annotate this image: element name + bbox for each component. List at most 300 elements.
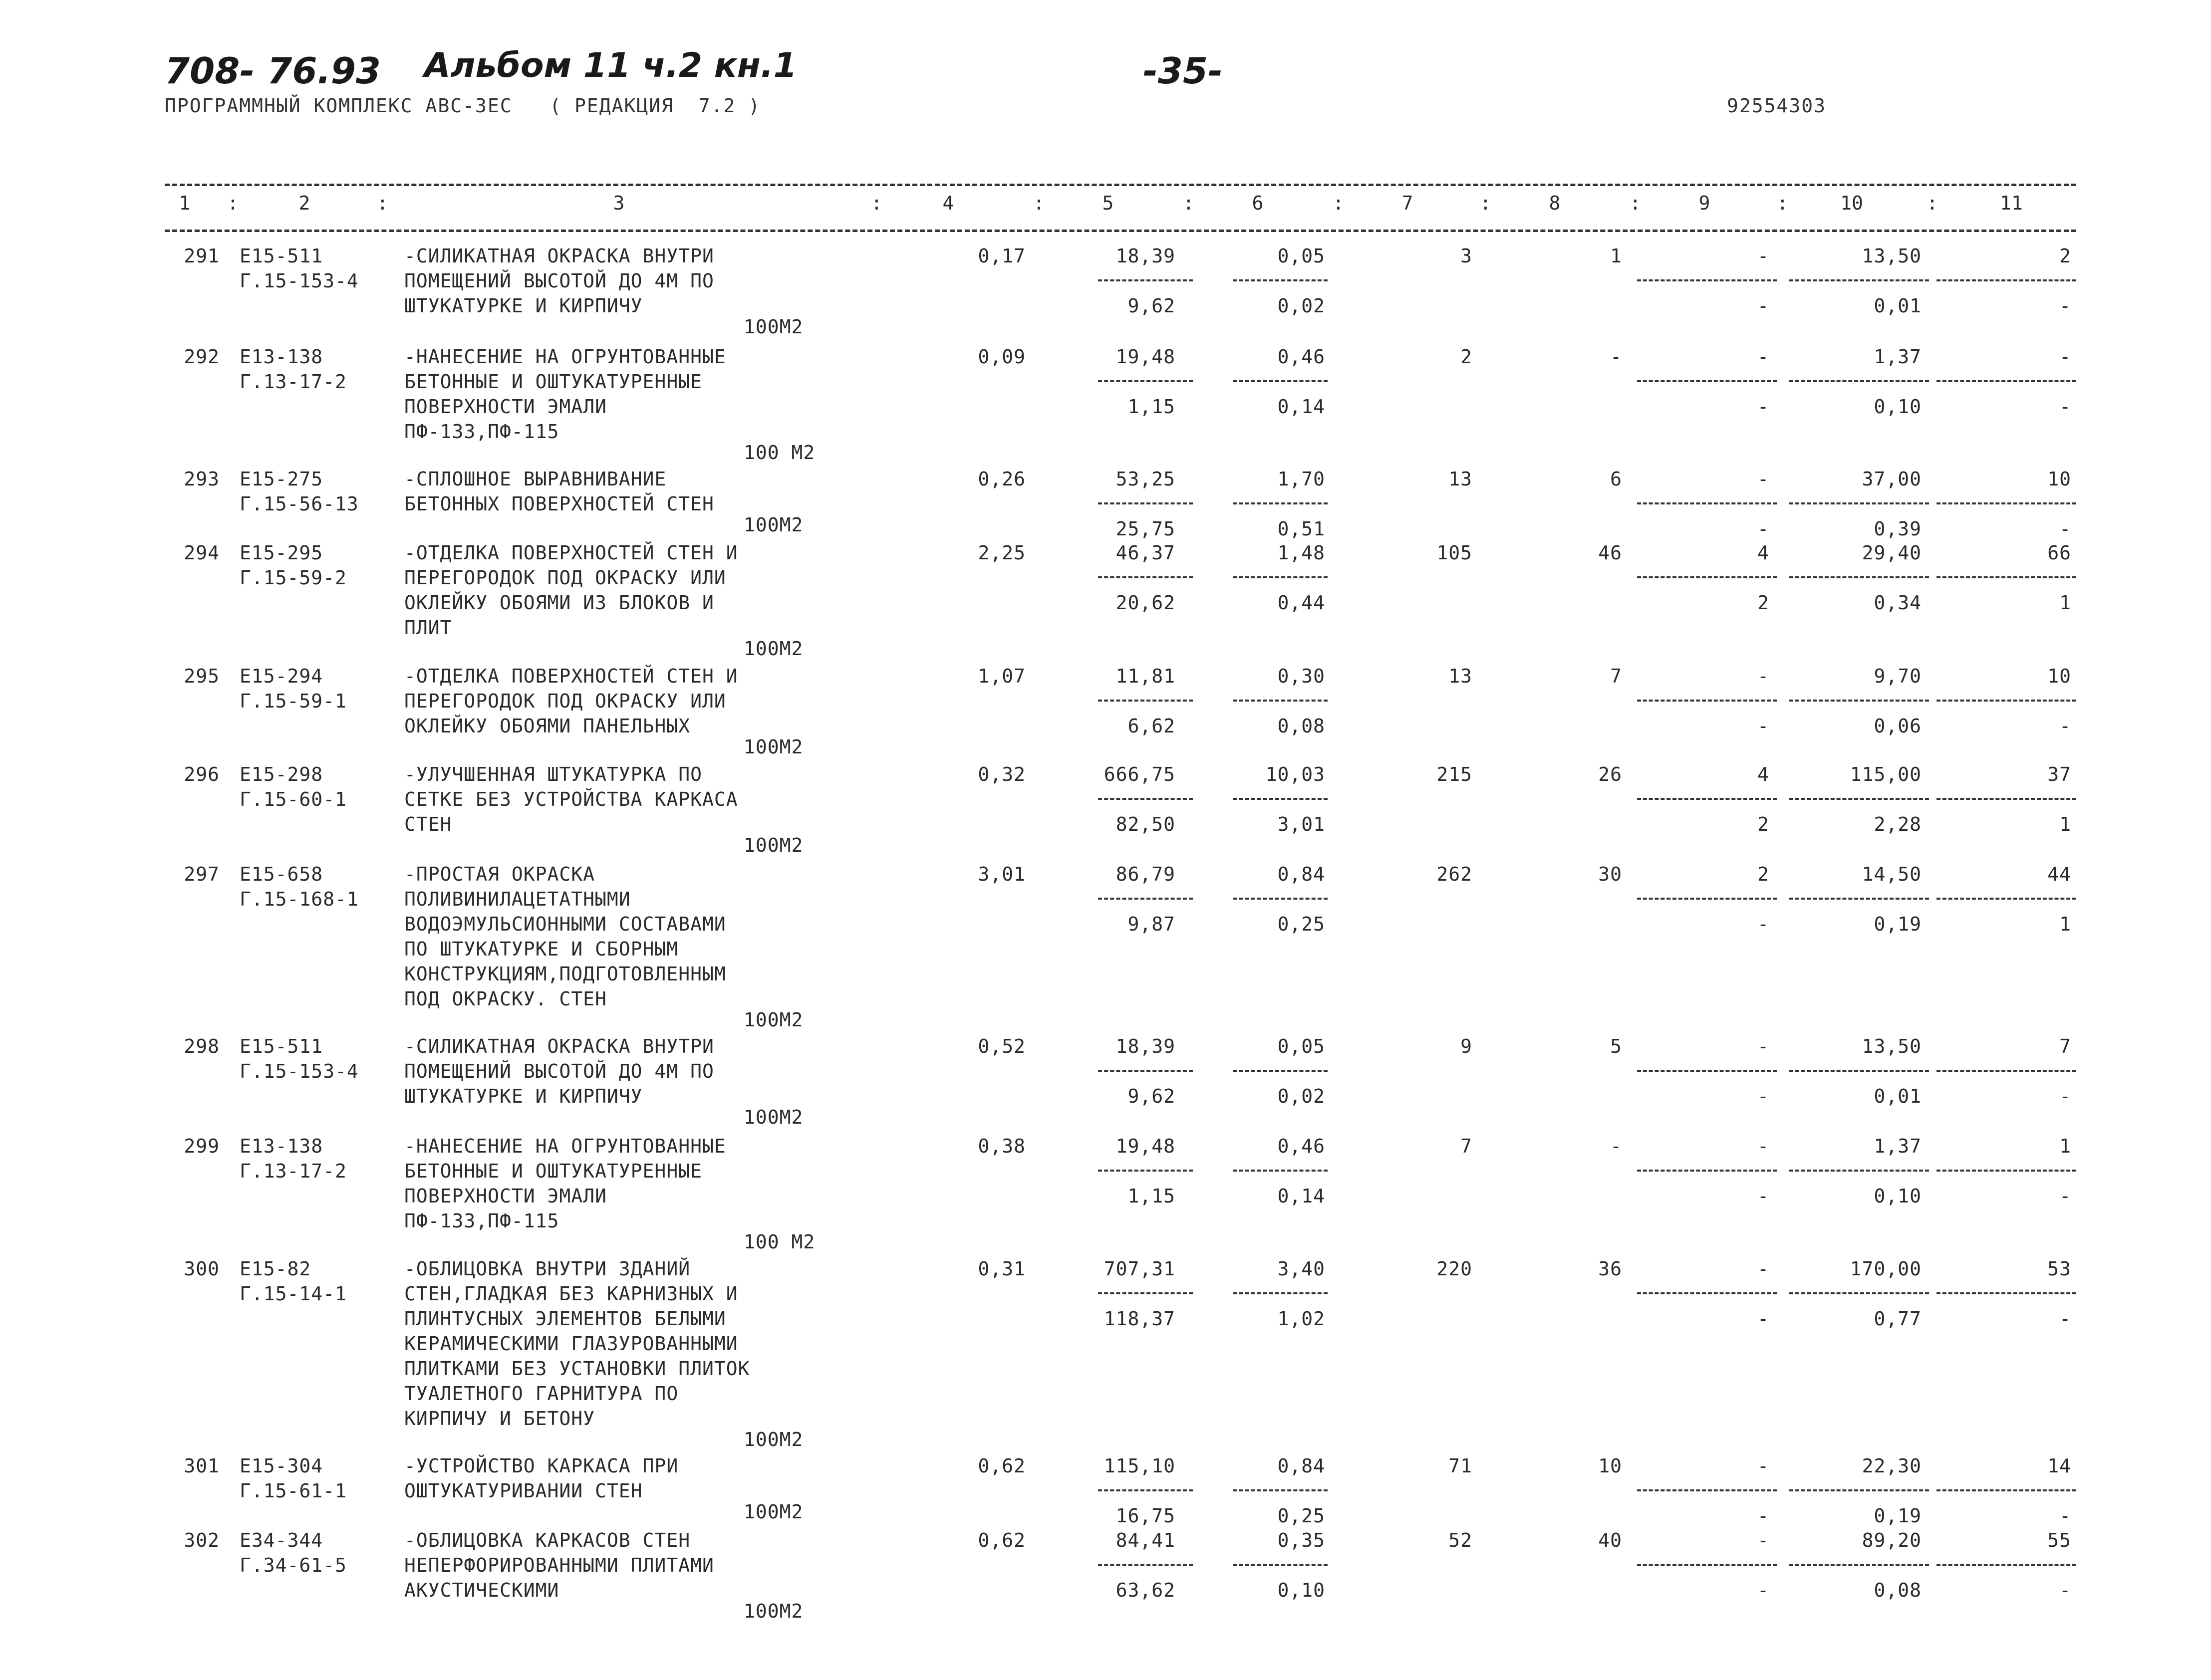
work-description-line: НЕПЕРФОРИРОВАННЫМИ ПЛИТАМИ [404, 1554, 714, 1576]
work-description-line: -ПРОСТАЯ ОКРАСКА [404, 863, 595, 885]
fraction-rule [1637, 1564, 1777, 1566]
cost-value: 46,37 [1115, 542, 1175, 564]
fraction-rule [1789, 1070, 1929, 1072]
col-header: 10 [1840, 192, 1863, 214]
fraction-rule [1936, 576, 2076, 578]
col9-value: - [1757, 1258, 1769, 1280]
col11-value-sub: - [2059, 1505, 2071, 1527]
col11-value: 66 [2047, 542, 2071, 564]
machine-cost-value-sub: 0,10 [1277, 1579, 1325, 1601]
fraction-rule [1936, 1489, 2076, 1491]
col9-value-sub: - [1757, 1308, 1769, 1330]
norm-code: Е15-295 [240, 542, 323, 564]
work-description-line: ТУАЛЕТНОГО ГАРНИТУРА ПО [404, 1383, 679, 1405]
doc-code: 708- 76.93 [165, 50, 381, 92]
col9-value: - [1757, 245, 1769, 267]
work-description-line: -НАНЕСЕНИЕ НА ОГРУНТОВАННЫЕ [404, 1135, 726, 1157]
machine-cost-value: 1,48 [1277, 542, 1325, 564]
col10-value: 1,37 [1874, 346, 1922, 368]
row-number: 301 [184, 1455, 220, 1477]
norm-reference: Г.15-168-1 [240, 888, 359, 910]
col9-value-sub: - [1757, 396, 1769, 418]
col9-value-sub: - [1757, 715, 1769, 737]
fraction-rule [1789, 1489, 1929, 1491]
fraction-rule [1789, 1564, 1929, 1566]
col9-value: - [1757, 468, 1769, 490]
col10-value: 115,00 [1850, 763, 1922, 785]
col9-value: - [1757, 665, 1769, 687]
norm-reference: Г.13-17-2 [240, 371, 347, 393]
col10-value-sub: 0,06 [1874, 715, 1922, 737]
row-number: 296 [184, 763, 220, 785]
fraction-rule [1098, 1292, 1193, 1294]
labor-value: 7 [1610, 665, 1622, 687]
work-description-line: ПОЛИВИНИЛАЦЕТАТНЫМИ [404, 888, 631, 910]
col10-value-sub: 0,77 [1874, 1308, 1922, 1330]
row-number: 291 [184, 245, 220, 267]
col10-value-sub: 0,08 [1874, 1579, 1922, 1601]
norm-code: Е13-138 [240, 346, 323, 368]
fraction-rule [1098, 502, 1193, 504]
cost-value-sub: 1,15 [1127, 396, 1175, 418]
norm-reference: Г.15-59-1 [240, 690, 347, 712]
cost-value: 18,39 [1115, 245, 1175, 267]
norm-code: Е34-344 [240, 1529, 323, 1551]
col11-value-sub: - [2059, 396, 2071, 418]
work-description-line: ПФ-133,ПФ-115 [404, 1210, 559, 1232]
work-description-line: -УЛУЧШЕННАЯ ШТУКАТУРКА ПО [404, 763, 702, 785]
work-description-line: ПЛИТКАМИ БЕЗ УСТАНОВКИ ПЛИТОК [404, 1358, 750, 1380]
cost-value-sub: 16,75 [1115, 1505, 1175, 1527]
quantity-value: 0,31 [978, 1258, 1026, 1280]
fraction-rule [1637, 1070, 1777, 1072]
machine-cost-value: 10,03 [1265, 763, 1325, 785]
norm-reference: Г.15-153-4 [240, 270, 359, 292]
work-description-line: -ОБЛИЦОВКА КАРКАСОВ СТЕН [404, 1529, 691, 1551]
total-value: 71 [1448, 1455, 1472, 1477]
cost-value: 86,79 [1115, 863, 1175, 885]
total-value: 13 [1448, 665, 1472, 687]
norm-reference: Г.15-60-1 [240, 788, 347, 810]
norm-reference: Г.15-14-1 [240, 1283, 347, 1305]
unit-of-measure: 100М2 [744, 316, 804, 338]
fraction-rule [1637, 380, 1777, 382]
col9-value-sub: 2 [1757, 813, 1769, 835]
col11-value: 10 [2047, 665, 2071, 687]
fraction-rule [1637, 502, 1777, 504]
col11-value-sub: 1 [2059, 913, 2071, 935]
work-description-line: -СИЛИКАТНАЯ ОКРАСКА ВНУТРИ [404, 245, 714, 267]
fraction-rule [1233, 576, 1328, 578]
col9-value-sub: 2 [1757, 592, 1769, 614]
norm-reference: Г.15-59-2 [240, 567, 347, 589]
work-description-line: СЕТКЕ БЕЗ УСТРОЙСТВА КАРКАСА [404, 788, 738, 810]
fraction-rule [1233, 1292, 1328, 1294]
col10-value-sub: 0,10 [1874, 396, 1922, 418]
machine-cost-value: 0,05 [1277, 1035, 1325, 1057]
work-description-line: -ОБЛИЦОВКА ВНУТРИ ЗДАНИЙ [404, 1258, 691, 1280]
col11-value-sub: - [2059, 1085, 2071, 1107]
machine-cost-value-sub: 0,08 [1277, 715, 1325, 737]
col10-value: 170,00 [1850, 1258, 1922, 1280]
unit-of-measure: 100 М2 [744, 1231, 816, 1253]
norm-code: Е15-658 [240, 863, 323, 885]
row-number: 297 [184, 863, 220, 885]
work-description-line: ПОД ОКРАСКУ. СТЕН [404, 988, 607, 1010]
col11-value-sub: - [2059, 295, 2071, 317]
col11-value: 14 [2047, 1455, 2071, 1477]
fraction-rule [1098, 798, 1193, 800]
labor-value: 36 [1598, 1258, 1622, 1280]
fraction-rule [1233, 1070, 1328, 1072]
fraction-rule [1789, 700, 1929, 702]
labor-value: - [1610, 1135, 1622, 1157]
col10-value-sub: 0,10 [1874, 1185, 1922, 1207]
work-description-line: ОШТУКАТУРИВАНИИ СТЕН [404, 1480, 643, 1502]
work-description-line: АКУСТИЧЕСКИМИ [404, 1579, 559, 1601]
col11-value-sub: 1 [2059, 813, 2071, 835]
work-description-line: БЕТОННЫХ ПОВЕРХНОСТЕЙ СТЕН [404, 493, 714, 515]
fraction-rule [1233, 1489, 1328, 1491]
cost-value-sub: 6,62 [1127, 715, 1175, 737]
fraction-rule [1936, 1564, 2076, 1566]
unit-of-measure: 100М2 [744, 1501, 804, 1523]
unit-of-measure: 100М2 [744, 514, 804, 536]
work-description-line: БЕТОННЫЕ И ОШТУКАТУРЕННЫЕ [404, 371, 702, 393]
total-value: 262 [1436, 863, 1472, 885]
total-value: 2 [1460, 346, 1472, 368]
work-description-line: СТЕН [404, 813, 452, 835]
col-separator: : [1183, 192, 1194, 214]
col10-value: 14,50 [1862, 863, 1922, 885]
col10-value: 13,50 [1862, 1035, 1922, 1057]
fraction-rule [1936, 1170, 2076, 1172]
total-value: 105 [1436, 542, 1472, 564]
col9-value: - [1757, 1455, 1769, 1477]
machine-cost-value: 0,84 [1277, 863, 1325, 885]
fraction-rule [1637, 576, 1777, 578]
machine-cost-value-sub: 0,02 [1277, 295, 1325, 317]
norm-code: Е15-511 [240, 1035, 323, 1057]
fraction-rule [1936, 1292, 2076, 1294]
fraction-rule [1789, 1292, 1929, 1294]
work-description-line: ОКЛЕЙКУ ОБОЯМИ ПАНЕЛЬНЫХ [404, 715, 691, 737]
row-number: 294 [184, 542, 220, 564]
fraction-rule [1637, 898, 1777, 900]
work-description-line: СТЕН,ГЛАДКАЯ БЕЗ КАРНИЗНЫХ И [404, 1283, 738, 1305]
col10-value-sub: 0,01 [1874, 1085, 1922, 1107]
col9-value-sub: - [1757, 1579, 1769, 1601]
cost-value: 666,75 [1104, 763, 1175, 785]
work-description-line: КОНСТРУКЦИЯМ,ПОДГОТОВЛЕННЫМ [404, 963, 726, 985]
unit-of-measure: 100М2 [744, 834, 804, 856]
fraction-rule [1637, 279, 1777, 281]
work-description-line: -СПЛОШНОЕ ВЫРАВНИВАНИЕ [404, 468, 667, 490]
col11-value: 37 [2047, 763, 2071, 785]
norm-code: Е15-294 [240, 665, 323, 687]
machine-cost-value: 0,30 [1277, 665, 1325, 687]
work-description-line: ПФ-133,ПФ-115 [404, 421, 559, 443]
fraction-rule [1098, 1170, 1193, 1172]
fraction-rule [1098, 1564, 1193, 1566]
col-separator: : [1630, 192, 1641, 214]
norm-reference: Г.15-61-1 [240, 1480, 347, 1502]
cost-value-sub: 118,37 [1104, 1308, 1175, 1330]
norm-code: Е15-511 [240, 245, 323, 267]
row-number: 295 [184, 665, 220, 687]
fraction-rule [1789, 1170, 1929, 1172]
cost-value-sub: 9,87 [1127, 913, 1175, 935]
work-description-line: БЕТОННЫЕ И ОШТУКАТУРЕННЫЕ [404, 1160, 702, 1182]
fraction-rule [1789, 279, 1929, 281]
norm-code: Е15-304 [240, 1455, 323, 1477]
col9-value: 4 [1757, 763, 1769, 785]
col10-value: 29,40 [1862, 542, 1922, 564]
fraction-rule [1637, 1489, 1777, 1491]
work-description-line: ВОДОЭМУЛЬСИОННЫМИ СОСТАВАМИ [404, 913, 726, 935]
machine-cost-value: 3,40 [1277, 1258, 1325, 1280]
col9-value: - [1757, 346, 1769, 368]
machine-cost-value-sub: 0,44 [1277, 592, 1325, 614]
col11-value: 1 [2059, 1135, 2071, 1157]
album-label: Альбом 11 ч.2 кн.1 [424, 46, 797, 85]
fraction-rule [1098, 380, 1193, 382]
machine-cost-value-sub: 0,14 [1277, 1185, 1325, 1207]
work-description-line: -СИЛИКАТНАЯ ОКРАСКА ВНУТРИ [404, 1035, 714, 1057]
norm-reference: Г.13-17-2 [240, 1160, 347, 1182]
quantity-value: 0,62 [978, 1529, 1026, 1551]
total-value: 13 [1448, 468, 1472, 490]
machine-cost-value: 0,84 [1277, 1455, 1325, 1477]
cost-value-sub: 20,62 [1115, 592, 1175, 614]
labor-value: 10 [1598, 1455, 1622, 1477]
norm-reference: Г.34-61-5 [240, 1554, 347, 1576]
work-description-line: ПО ШТУКАТУРКЕ И СБОРНЫМ [404, 938, 679, 960]
labor-value: 26 [1598, 763, 1622, 785]
cost-value: 115,10 [1104, 1455, 1175, 1477]
col-header: 9 [1698, 192, 1710, 214]
doc-number: 92554303 [1727, 95, 1827, 117]
machine-cost-value: 1,70 [1277, 468, 1325, 490]
col11-value: 44 [2047, 863, 2071, 885]
col11-value-sub: - [2059, 1579, 2071, 1601]
quantity-value: 1,07 [978, 665, 1026, 687]
col11-value: 53 [2047, 1258, 2071, 1280]
work-description-line: -НАНЕСЕНИЕ НА ОГРУНТОВАННЫЕ [404, 346, 726, 368]
col10-value-sub: 2,28 [1874, 813, 1922, 835]
labor-value: 5 [1610, 1035, 1622, 1057]
labor-value: 6 [1610, 468, 1622, 490]
cost-value-sub: 25,75 [1115, 518, 1175, 540]
cost-value: 19,48 [1115, 346, 1175, 368]
col10-value: 37,00 [1862, 468, 1922, 490]
col11-value: - [2059, 346, 2071, 368]
machine-cost-value: 0,46 [1277, 346, 1325, 368]
machine-cost-value: 0,46 [1277, 1135, 1325, 1157]
col10-value: 1,37 [1874, 1135, 1922, 1157]
total-value: 7 [1460, 1135, 1472, 1157]
machine-cost-value-sub: 3,01 [1277, 813, 1325, 835]
fraction-rule [1936, 502, 2076, 504]
fraction-rule [1789, 380, 1929, 382]
col10-value-sub: 0,01 [1874, 295, 1922, 317]
fraction-rule [1233, 279, 1328, 281]
quantity-value: 0,17 [978, 245, 1026, 267]
unit-of-measure: 100М2 [744, 736, 804, 758]
norm-code: Е15-275 [240, 468, 323, 490]
work-description-line: ПОМЕЩЕНИЙ ВЫСОТОЙ ДО 4М ПО [404, 270, 714, 292]
fraction-rule [1098, 1070, 1193, 1072]
labor-value: 30 [1598, 863, 1622, 885]
quantity-value: 2,25 [978, 542, 1026, 564]
work-description-line: -ОТДЕЛКА ПОВЕРХНОСТЕЙ СТЕН И [404, 542, 738, 564]
col11-value-sub: 1 [2059, 592, 2071, 614]
col10-value: 13,50 [1862, 245, 1922, 267]
machine-cost-value-sub: 0,14 [1277, 396, 1325, 418]
col10-value: 22,30 [1862, 1455, 1922, 1477]
col9-value: - [1757, 1135, 1769, 1157]
col9-value: 4 [1757, 542, 1769, 564]
col11-value: 55 [2047, 1529, 2071, 1551]
work-description-line: ПЛИНТУСНЫХ ЭЛЕМЕНТОВ БЕЛЫМИ [404, 1308, 726, 1330]
quantity-value: 0,26 [978, 468, 1026, 490]
fraction-rule [1936, 700, 2076, 702]
row-number: 298 [184, 1035, 220, 1057]
quantity-value: 3,01 [978, 863, 1026, 885]
col-header: 11 [2000, 192, 2023, 214]
fraction-rule [1233, 380, 1328, 382]
work-description-line: ПЛИТ [404, 617, 452, 639]
fraction-rule [1098, 898, 1193, 900]
machine-cost-value-sub: 1,02 [1277, 1308, 1325, 1330]
fraction-rule [1637, 700, 1777, 702]
fraction-rule [1233, 1564, 1328, 1566]
norm-code: Е13-138 [240, 1135, 323, 1157]
fraction-rule [1789, 576, 1929, 578]
total-value: 9 [1460, 1035, 1472, 1057]
col-header: 3 [613, 192, 625, 214]
fraction-rule [1233, 502, 1328, 504]
cost-value: 19,48 [1115, 1135, 1175, 1157]
fraction-rule [1098, 700, 1193, 702]
col11-value-sub: - [2059, 1308, 2071, 1330]
col-separator: : [377, 192, 388, 214]
machine-cost-value: 0,05 [1277, 245, 1325, 267]
norm-reference: Г.15-153-4 [240, 1060, 359, 1082]
quantity-value: 0,32 [978, 763, 1026, 785]
fraction-rule [1936, 380, 2076, 382]
work-description-line: ПОВЕРХНОСТИ ЭМАЛИ [404, 396, 607, 418]
row-number: 293 [184, 468, 220, 490]
work-description-line: ШТУКАТУРКЕ И КИРПИЧУ [404, 1085, 643, 1107]
norm-reference: Г.15-56-13 [240, 493, 359, 515]
fraction-rule [1098, 576, 1193, 578]
work-description-line: КИРПИЧУ И БЕТОНУ [404, 1408, 595, 1430]
machine-cost-value-sub: 0,51 [1277, 518, 1325, 540]
unit-of-measure: 100М2 [744, 638, 804, 660]
fraction-rule [1233, 1170, 1328, 1172]
col10-value-sub: 0,19 [1874, 913, 1922, 935]
norm-code: Е15-82 [240, 1258, 311, 1280]
cost-value-sub: 9,62 [1127, 295, 1175, 317]
work-description-line: -ОТДЕЛКА ПОВЕРХНОСТЕЙ СТЕН И [404, 665, 738, 687]
col11-value-sub: - [2059, 518, 2071, 540]
work-description-line: ПОВЕРХНОСТИ ЭМАЛИ [404, 1185, 607, 1207]
col10-value-sub: 0,39 [1874, 518, 1922, 540]
cost-value: 53,25 [1115, 468, 1175, 490]
col11-value: 10 [2047, 468, 2071, 490]
col9-value-sub: - [1757, 1505, 1769, 1527]
col-header: 1 [179, 192, 191, 214]
fraction-rule [1936, 1070, 2076, 1072]
fraction-rule [1233, 798, 1328, 800]
quantity-value: 0,62 [978, 1455, 1026, 1477]
cost-value-sub: 1,15 [1127, 1185, 1175, 1207]
col9-value-sub: - [1757, 295, 1769, 317]
total-value: 52 [1448, 1529, 1472, 1551]
quantity-value: 0,52 [978, 1035, 1026, 1057]
col9-value: - [1757, 1529, 1769, 1551]
program-subtitle: ПРОГРАММНЫЙ КОМПЛЕКС АВС-3ЕС ( РЕДАКЦИЯ 7.2 ) [165, 95, 761, 117]
fraction-rule [1098, 279, 1193, 281]
unit-of-measure: 100М2 [744, 1429, 804, 1450]
col10-value-sub: 0,34 [1874, 592, 1922, 614]
quantity-value: 0,38 [978, 1135, 1026, 1157]
work-description-line: ПЕРЕГОРОДОК ПОД ОКРАСКУ ИЛИ [404, 567, 726, 589]
col-separator: : [227, 192, 239, 214]
cost-value: 707,31 [1104, 1258, 1175, 1280]
unit-of-measure: 100М2 [744, 1106, 804, 1128]
col9-value-sub: - [1757, 518, 1769, 540]
fraction-rule [1637, 1170, 1777, 1172]
col-header: 2 [298, 192, 310, 214]
col-header: 7 [1401, 192, 1413, 214]
fraction-rule [1098, 1489, 1193, 1491]
fraction-rule [1936, 798, 2076, 800]
cost-value: 84,41 [1115, 1529, 1175, 1551]
fraction-rule [1789, 798, 1929, 800]
col-separator: : [871, 192, 882, 214]
col11-value: 7 [2059, 1035, 2071, 1057]
work-description-line: ОКЛЕЙКУ ОБОЯМИ ИЗ БЛОКОВ И [404, 592, 714, 614]
fraction-rule [1789, 898, 1929, 900]
col-separator: : [1033, 192, 1045, 214]
cost-value: 11,81 [1115, 665, 1175, 687]
col10-value-sub: 0,19 [1874, 1505, 1922, 1527]
machine-cost-value-sub: 0,25 [1277, 913, 1325, 935]
cost-value: 18,39 [1115, 1035, 1175, 1057]
unit-of-measure: 100М2 [744, 1009, 804, 1031]
machine-cost-value: 0,35 [1277, 1529, 1325, 1551]
col10-value: 9,70 [1874, 665, 1922, 687]
row-number: 300 [184, 1258, 220, 1280]
fraction-rule [1233, 700, 1328, 702]
col-separator: : [1927, 192, 1938, 214]
col9-value-sub: - [1757, 1185, 1769, 1207]
col-header: 4 [942, 192, 954, 214]
work-description-line: ПОМЕЩЕНИЙ ВЫСОТОЙ ДО 4М ПО [404, 1060, 714, 1082]
col10-value: 89,20 [1862, 1529, 1922, 1551]
col9-value-sub: - [1757, 1085, 1769, 1107]
page-number: -35- [1143, 50, 1223, 92]
col-separator: : [1333, 192, 1344, 214]
col-header: 8 [1549, 192, 1561, 214]
fraction-rule [1637, 798, 1777, 800]
work-description-line: -УСТРОЙСТВО КАРКАСА ПРИ [404, 1455, 679, 1477]
col-separator: : [1480, 192, 1491, 214]
unit-of-measure: 100 М2 [744, 442, 816, 464]
labor-value: 40 [1598, 1529, 1622, 1551]
